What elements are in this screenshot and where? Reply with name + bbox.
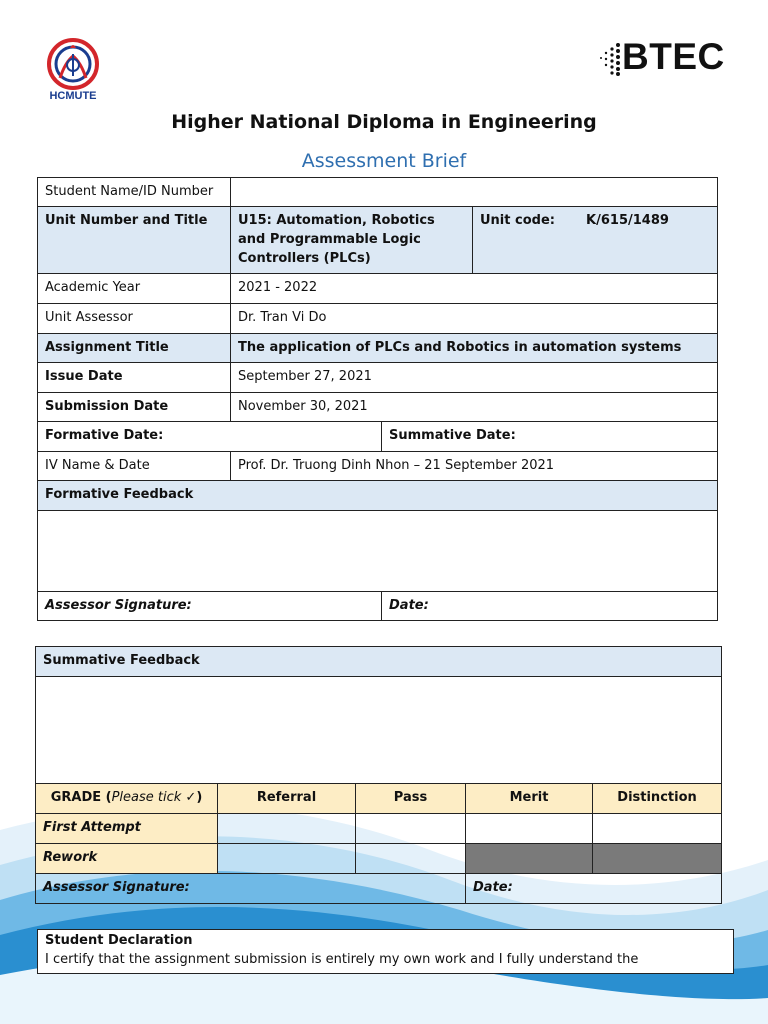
issue-date-value: September 27, 2021 — [231, 363, 718, 393]
unit-label: Unit Number and Title — [38, 207, 231, 274]
declaration-text: I certify that the assignment submission is entirely my own work and I fully understand the — [45, 952, 639, 967]
first-attempt-referral-checkbox[interactable] — [218, 814, 356, 844]
btec-logo — [598, 36, 744, 80]
hcmute-logo — [40, 38, 106, 108]
assessor-label: Unit Assessor — [38, 304, 231, 334]
declaration-cell — [38, 930, 734, 974]
rework-merit-disabled-cell — [466, 844, 593, 874]
summative-date-field[interactable]: Summative Date: — [382, 422, 718, 452]
student-field[interactable] — [231, 178, 718, 207]
table-row — [36, 677, 722, 784]
year-value: 2021 - 2022 — [231, 274, 718, 304]
table-row — [36, 874, 722, 904]
table-row — [38, 481, 718, 511]
rework-referral-checkbox[interactable] — [218, 844, 356, 874]
hcmute-emblem-icon — [40, 38, 106, 90]
btec-dots-icon — [598, 42, 624, 76]
year-label: Academic Year — [38, 274, 231, 304]
issue-date-label: Issue Date — [38, 363, 231, 393]
first-attempt-distinction-checkbox[interactable] — [593, 814, 722, 844]
table-row — [38, 393, 718, 422]
declaration-table — [37, 929, 734, 974]
grade-label: GRADE — [50, 790, 102, 805]
formative-date-field[interactable]: Formative Date: — [38, 422, 382, 452]
assignment-label: Assignment Title — [38, 334, 231, 363]
table-row — [38, 334, 718, 363]
rework-pass-checkbox[interactable] — [356, 844, 466, 874]
table-row — [38, 274, 718, 304]
grade-hint: Please tick ✓ — [111, 790, 197, 805]
table-row — [38, 178, 718, 207]
table-row — [38, 930, 734, 974]
iv-label: IV Name & Date — [38, 452, 231, 481]
table-row — [38, 452, 718, 481]
grade-column-merit: Merit — [466, 784, 593, 814]
formative-feedback-header: Formative Feedback — [38, 481, 718, 511]
grade-column-distinction: Distinction — [593, 784, 722, 814]
declaration-title: Student Declaration — [45, 933, 193, 948]
assignment-value: The application of PLCs and Robotics in automation systems — [231, 334, 718, 363]
table-row — [38, 422, 718, 452]
grade-header: GRADE (Please tick ✓) — [36, 784, 218, 814]
table-row — [38, 304, 718, 334]
formative-table — [37, 421, 718, 621]
submission-date-label: Submission Date — [38, 393, 231, 422]
iv-value: Prof. Dr. Truong Dinh Nhon – 21 September 2021 — [231, 452, 718, 481]
unit-code-value: K/615/1489 — [586, 213, 669, 228]
unit-code-label: Unit code: — [480, 213, 555, 228]
formative-date-signature-field[interactable]: Date: — [382, 592, 718, 621]
assessor-value: Dr. Tran Vi Do — [231, 304, 718, 334]
grade-row-first-attempt — [36, 814, 722, 844]
rework-distinction-disabled-cell — [593, 844, 722, 874]
formative-assessor-signature-field[interactable]: Assessor Signature: — [38, 592, 382, 621]
hcmute-logo-text: HCMUTE — [49, 90, 97, 102]
table-row — [38, 363, 718, 393]
table-row — [38, 207, 718, 274]
student-label: Student Name/ID Number — [38, 178, 231, 207]
submission-date-value: November 30, 2021 — [231, 393, 718, 422]
table-row — [36, 647, 722, 677]
page-subtitle: Assessment Brief — [301, 150, 467, 172]
summative-feedback-header: Summative Feedback — [36, 647, 722, 677]
unit-value: U15: Automation, Robotics and Programmable Logic Controllers (PLCs) — [231, 207, 473, 274]
summative-assessor-signature-field[interactable]: Assessor Signature: — [36, 874, 466, 904]
table-row — [38, 592, 718, 621]
grade-row-label: Rework — [36, 844, 218, 874]
grade-column-referral: Referral — [218, 784, 356, 814]
btec-logo-text: BTEC — [622, 36, 725, 77]
grade-row-label: First Attempt — [36, 814, 218, 844]
first-attempt-merit-checkbox[interactable] — [466, 814, 593, 844]
unit-code-cell — [473, 207, 718, 274]
first-attempt-pass-checkbox[interactable] — [356, 814, 466, 844]
summative-date-signature-field[interactable]: Date: — [466, 874, 722, 904]
grade-header-row — [36, 784, 722, 814]
formative-feedback-area[interactable] — [38, 511, 718, 592]
summative-table — [35, 646, 722, 904]
assessment-brief-table — [37, 177, 718, 422]
page-title: Higher National Diploma in Engineering — [171, 111, 597, 133]
grade-column-pass: Pass — [356, 784, 466, 814]
summative-feedback-area[interactable] — [36, 677, 722, 784]
table-row — [38, 511, 718, 592]
grade-row-rework — [36, 844, 722, 874]
